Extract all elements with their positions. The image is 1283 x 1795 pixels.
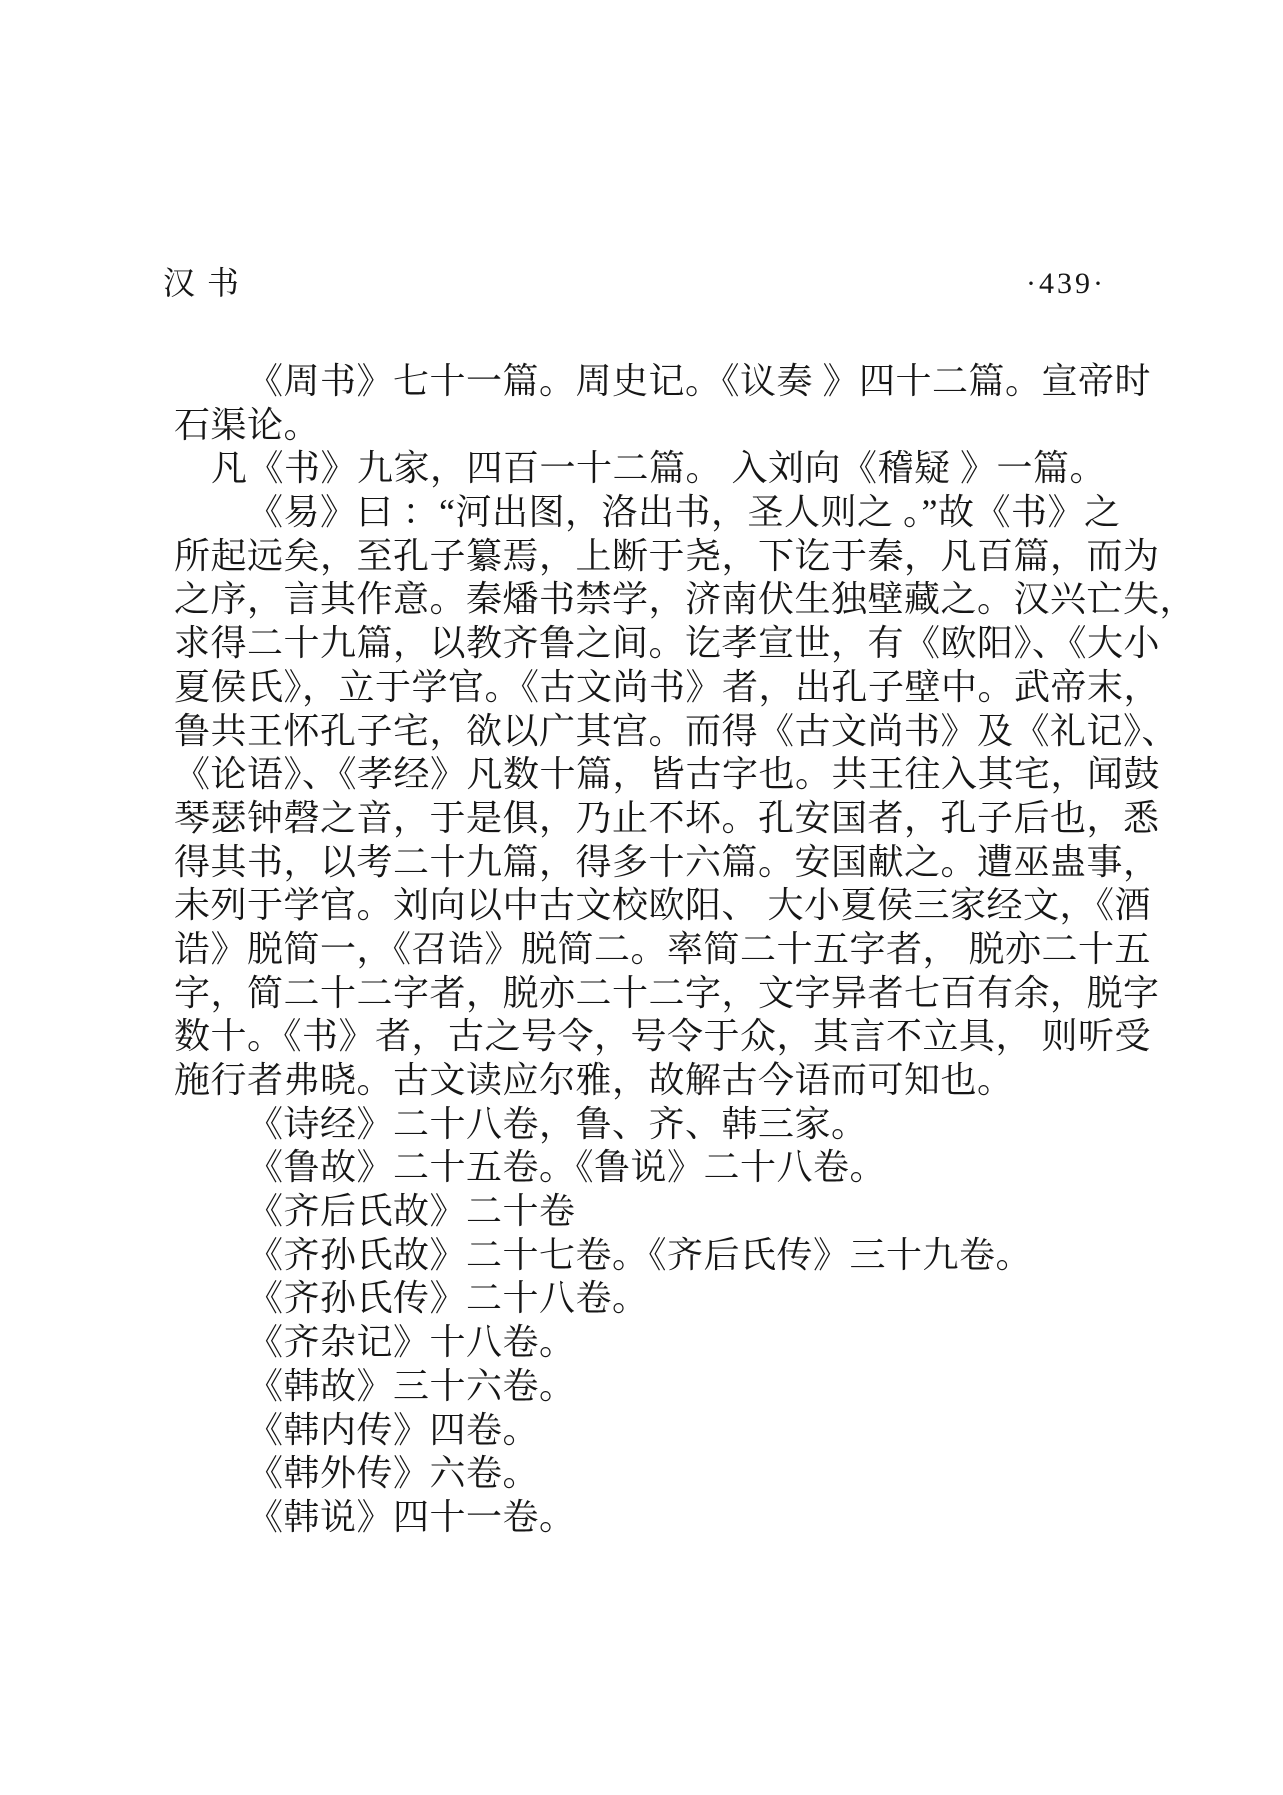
- text-line: 施行者弗晓。古文读应尔雅，故解古今语而可知也。: [174, 1060, 1014, 1100]
- book-title: 汉书: [163, 265, 252, 301]
- text-line: 《齐杂记》十八卷。: [247, 1322, 576, 1363]
- text-line: 《周书》七十一篇。周史记。《议奏 》四十二篇。宣帝时: [247, 361, 1152, 401]
- text-line: 凡《书》九家，四百一十二篇。 入刘向《稽疑 》一篇。: [211, 448, 1107, 489]
- text-line: 之序，言其作意。秦燔书禁学，济南伏生独壁藏之。汉兴亡失，: [174, 579, 1197, 620]
- page-body: [174, 360, 1197, 1540]
- text-line: 《齐孙氏传》二十八卷。: [247, 1278, 649, 1319]
- text-line: 求得二十九篇，以教齐鲁之间。讫孝宣世，有《欧阳》、《大小: [174, 623, 1161, 664]
- text-line: 石渠论。: [174, 404, 321, 445]
- page-number: ·439·: [1026, 267, 1106, 300]
- text-line: 《齐孙氏故》二十七卷。《齐后氏传》三十九卷。: [247, 1234, 1033, 1275]
- text-line: 未列于学官。刘向以中古文校欧阳、 大小夏侯三家经文，《酒: [174, 885, 1152, 926]
- text-line: 鲁共王怀孔子宅，欲以广其宫。而得《古文尚书》及《礼记》、: [174, 710, 1179, 751]
- text-line: 《论语》、《孝经》凡数十篇，皆古字也。共王往入其宅，闻鼓: [174, 754, 1161, 795]
- text-line: 夏侯氏》，立于学官。《古文尚书》者，出孔子壁中。武帝末，: [174, 666, 1161, 707]
- text-line: 诰》脱简一，《召诰》脱简二。率简二十五字者， 脱亦二十五: [174, 928, 1152, 969]
- text-line: 《韩说》四十一卷。: [247, 1496, 576, 1537]
- text-line: 数十。《书》者，古之号令，号令于众，其言不立具， 则听受: [174, 1016, 1152, 1057]
- running-head: [0, 263, 1283, 307]
- text-line: 《韩外传》六卷。: [247, 1453, 540, 1494]
- text-line: 《齐后氏故》二十卷: [247, 1191, 576, 1232]
- text-line: 所起远矣，至孔子纂焉，上断于尧，下讫于秦，凡百篇，而为: [174, 535, 1160, 576]
- text-line: 字，简二十二字者，脱亦二十二字，文字异者七百有余，脱字: [174, 972, 1160, 1013]
- text-line: 《韩故》三十六卷。: [247, 1365, 576, 1406]
- text-line: 琴瑟钟磬之音，于是俱，乃止不坏。孔安国者，孔子后也，悉: [174, 797, 1160, 838]
- text-line: 《易》曰 ：“河出图，洛出书，圣人则之 。”故《书》之: [247, 492, 1121, 533]
- text-line: 得其书，以考二十九篇，得多十六篇。安国献之。遭巫蛊事，: [174, 841, 1160, 882]
- text-line: 《诗经》二十八卷，鲁、齐、韩三家。: [247, 1103, 868, 1144]
- text-line: 《韩内传》四卷。: [247, 1409, 540, 1450]
- text-line: 《鲁故》二十五卷。《鲁说》二十八卷。: [247, 1147, 887, 1188]
